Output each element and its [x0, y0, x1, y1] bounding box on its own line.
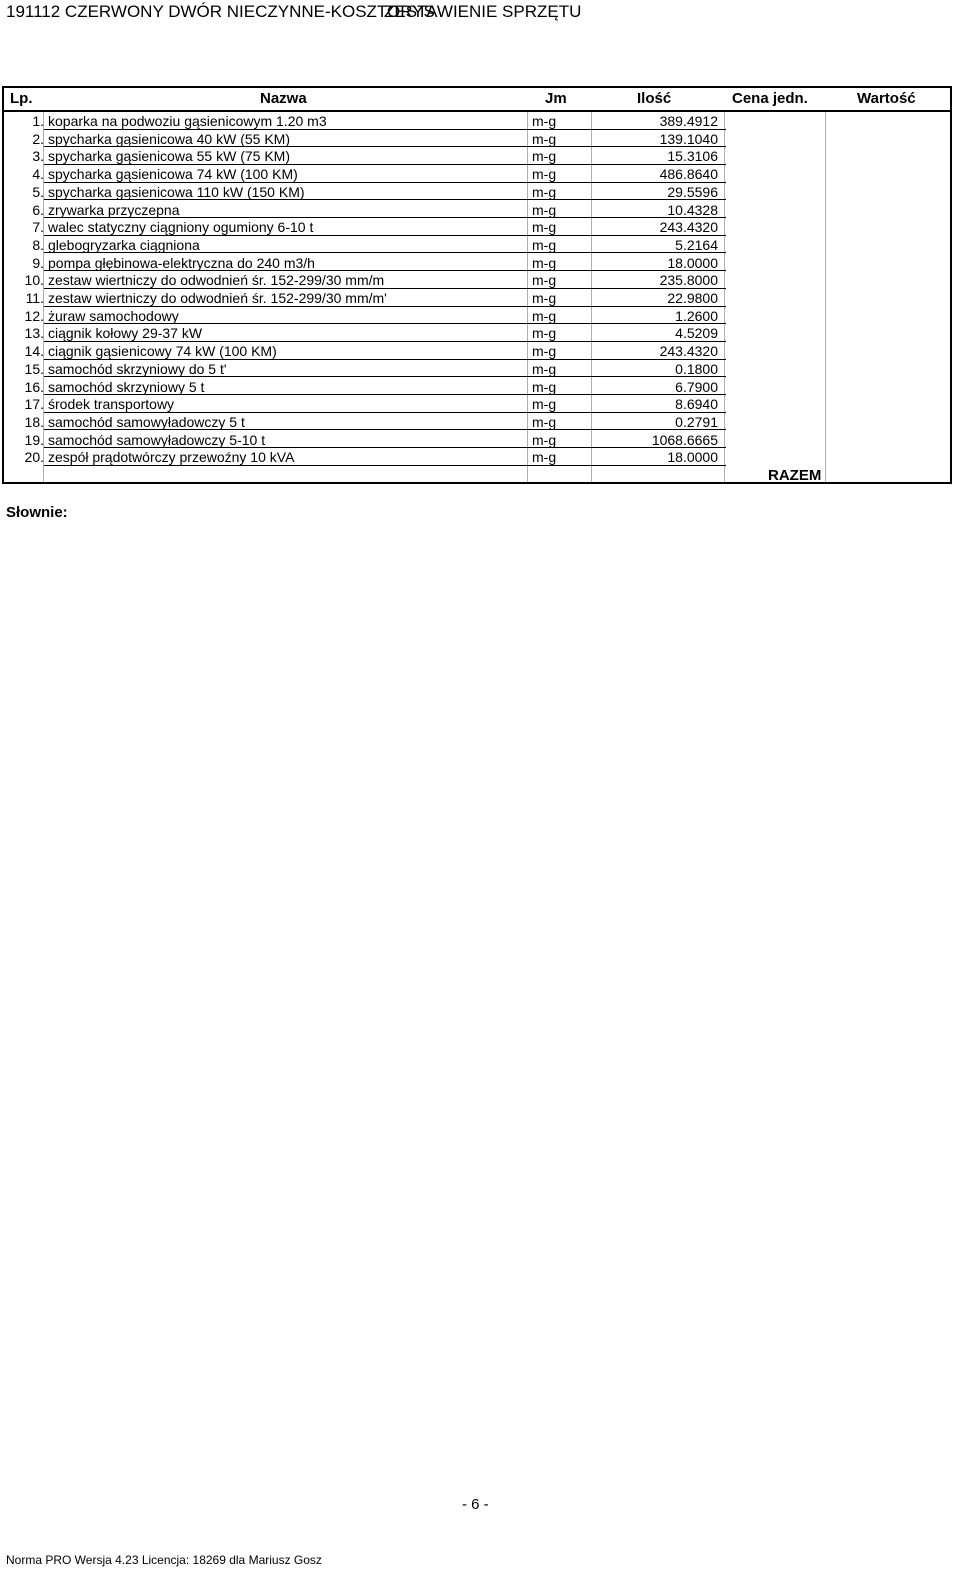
row-unit: m-g	[532, 413, 557, 430]
row-unit: m-g	[532, 449, 557, 466]
table-row	[4, 289, 950, 307]
row-unit: m-g	[532, 307, 557, 324]
row-lp: 18.	[24, 413, 44, 430]
row-quantity: 6.7900	[675, 378, 718, 395]
row-lp: 9.	[32, 254, 44, 271]
row-lp: 3.	[32, 148, 44, 165]
row-lp: 14.	[24, 343, 44, 360]
row-name: ciągnik kołowy 29-37 kW	[48, 325, 203, 342]
column-header-nazwa: Nazwa	[260, 90, 307, 107]
row-unit: m-g	[532, 254, 557, 271]
row-quantity: 139.1040	[659, 130, 718, 147]
row-quantity: 486.8640	[659, 166, 718, 183]
row-name: spycharka gąsienicowa 55 kW (75 KM)	[48, 148, 290, 165]
table-row	[4, 254, 950, 272]
row-unit: m-g	[532, 272, 557, 289]
table-row	[4, 271, 950, 289]
column-header-ilosc: Ilość	[637, 90, 672, 107]
row-name: walec statyczny ciągniony ogumiony 6-10 t	[48, 219, 314, 236]
row-lp: 5.	[32, 183, 44, 200]
table-row	[4, 307, 950, 325]
row-lp: 13.	[24, 325, 44, 342]
row-lp: 15.	[24, 360, 44, 377]
row-quantity: 243.4320	[659, 219, 718, 236]
row-unit: m-g	[532, 130, 557, 147]
row-lp: 2.	[32, 130, 44, 147]
row-quantity: 4.5209	[675, 325, 718, 342]
table-row	[4, 130, 950, 148]
row-name: samochód skrzyniowy 5 t	[48, 378, 205, 395]
table-row	[4, 360, 950, 378]
row-name: żuraw samochodowy	[48, 307, 179, 324]
table-row	[4, 218, 950, 236]
row-lp: 16.	[24, 378, 44, 395]
row-unit: m-g	[532, 219, 557, 236]
row-name: spycharka gąsienicowa 110 kW (150 KM)	[48, 183, 305, 200]
row-quantity: 22.9800	[667, 290, 718, 306]
table-row	[4, 378, 950, 396]
table-row	[4, 183, 950, 201]
row-quantity: 389.4912	[659, 113, 718, 129]
column-header-cena: Cena jedn.	[732, 90, 808, 107]
row-underline	[44, 465, 726, 466]
row-name: spycharka gąsienicowa 40 kW (55 KM)	[48, 130, 290, 147]
row-lp: 17.	[24, 396, 44, 413]
row-name: zestaw wiertniczy do odwodnień śr. 152-299/30 mm/m	[48, 272, 385, 289]
table-row	[4, 324, 950, 342]
row-name: środek transportowy	[48, 396, 175, 413]
page-number: - 6 -	[462, 1496, 489, 1513]
row-unit: m-g	[532, 201, 557, 218]
row-name: zespół prądotwórczy przewoźny 10 kVA	[48, 449, 295, 466]
row-name: spycharka gąsienicowa 74 kW (100 KM)	[48, 166, 298, 183]
column-header-lp: Lp.	[10, 90, 33, 107]
row-name: samochód skrzyniowy do 5 t'	[48, 360, 227, 377]
row-unit: m-g	[532, 325, 557, 342]
table-row	[4, 448, 950, 466]
row-quantity: 235.8000	[659, 272, 718, 289]
row-unit: m-g	[532, 378, 557, 395]
row-lp: 11.	[25, 290, 44, 306]
row-quantity: 18.0000	[667, 449, 718, 466]
row-lp: 12.	[24, 307, 44, 324]
row-lp: 8.	[32, 236, 44, 253]
row-lp: 19.	[24, 431, 44, 448]
row-name: samochód samowyładowczy 5 t	[48, 413, 245, 430]
row-name: glebogryzarka ciągniona	[48, 236, 200, 253]
row-unit: m-g	[532, 236, 557, 253]
document-header-title: 191112 CZERWONY DWÓR NIECZYNNE-KOSZTORYS	[6, 2, 435, 21]
row-unit: m-g	[532, 431, 557, 448]
table-row	[4, 165, 950, 183]
row-quantity: 10.4328	[667, 201, 718, 218]
razem-label: RAZEM	[768, 467, 822, 484]
table-row	[4, 342, 950, 360]
row-name: zestaw wiertniczy do odwodnień śr. 152-299/30 mm/m'	[48, 290, 387, 306]
row-unit: m-g	[532, 113, 557, 129]
row-name: samochód samowyładowczy 5-10 t	[48, 431, 266, 448]
row-quantity: 18.0000	[667, 254, 718, 271]
row-name: ciągnik gąsienicowy 74 kW (100 KM)	[48, 343, 277, 360]
row-unit: m-g	[532, 360, 557, 377]
row-unit: m-g	[532, 343, 557, 360]
table-row	[4, 147, 950, 165]
column-header-jm: Jm	[545, 90, 567, 107]
table-row	[4, 413, 950, 431]
row-quantity: 243.4320	[659, 343, 718, 360]
table-row	[4, 431, 950, 449]
row-quantity: 29.5596	[667, 183, 718, 200]
row-quantity: 5.2164	[675, 236, 718, 253]
table-row	[4, 395, 950, 413]
table-row	[4, 112, 950, 130]
table-row	[4, 201, 950, 219]
row-unit: m-g	[532, 396, 557, 413]
row-quantity: 8.6940	[675, 396, 718, 413]
slownie-label: Słownie:	[6, 504, 68, 521]
row-name: koparka na podwoziu gąsienicowym 1.20 m3	[48, 113, 327, 129]
row-quantity: 1.2600	[675, 307, 718, 324]
row-lp: 10.	[24, 272, 44, 289]
row-lp: 20.	[24, 449, 44, 466]
row-name: zrywarka przyczepna	[48, 201, 180, 218]
row-unit: m-g	[532, 290, 557, 306]
row-lp: 6.	[32, 201, 44, 218]
row-name: pompa głębinowa-elektryczna do 240 m3/h	[48, 254, 315, 271]
table-header	[4, 88, 950, 112]
table-row	[4, 236, 950, 254]
row-unit: m-g	[532, 166, 557, 183]
software-footer: Norma PRO Wersja 4.23 Licencja: 18269 dla Mariusz Gosz	[6, 1553, 322, 1567]
row-lp: 7.	[32, 219, 44, 236]
row-lp: 1.	[32, 113, 44, 129]
row-quantity: 1068.6665	[651, 431, 718, 448]
column-header-wartosc: Wartość	[857, 90, 916, 107]
row-quantity: 0.2791	[675, 413, 718, 430]
row-unit: m-g	[532, 183, 557, 200]
document-header-subtitle: ZESTAWIENIE SPRZĘTU	[384, 2, 582, 21]
row-unit: m-g	[532, 148, 557, 165]
row-quantity: 0.1800	[675, 360, 718, 377]
row-quantity: 15.3106	[667, 148, 718, 165]
equipment-table	[2, 86, 952, 484]
row-lp: 4.	[32, 166, 44, 183]
